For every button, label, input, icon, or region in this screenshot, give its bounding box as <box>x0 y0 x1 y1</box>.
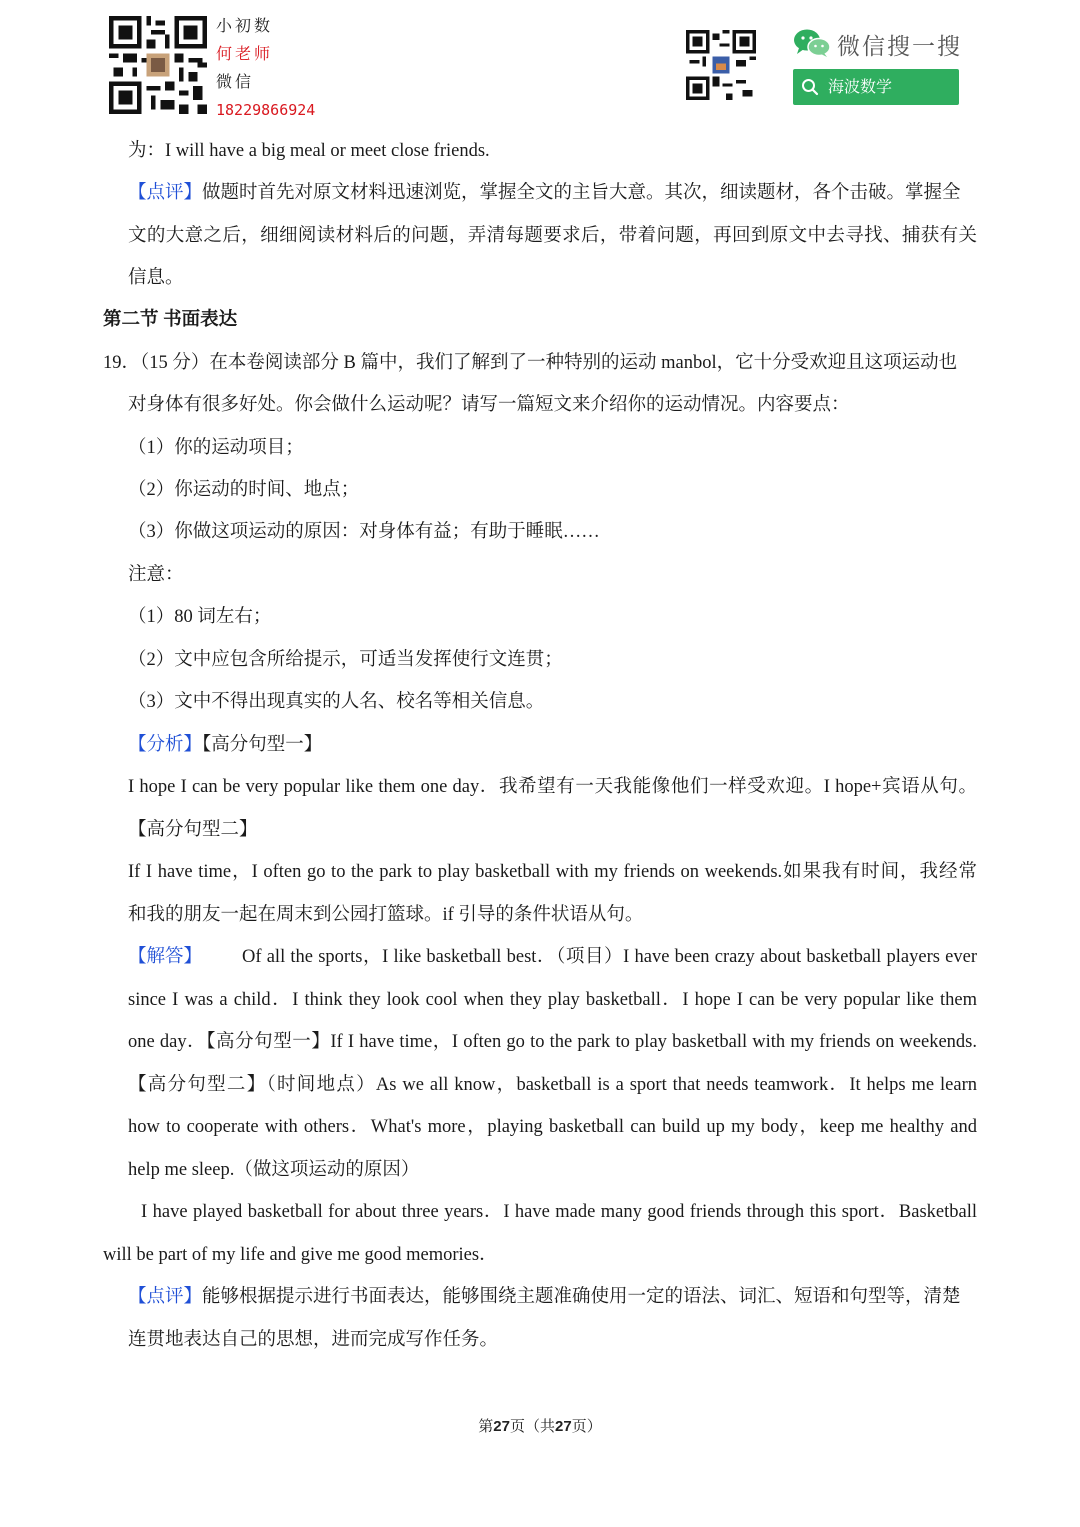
answer-line <box>128 945 977 969</box>
wechat-qr-code <box>686 30 756 100</box>
contact-line-3: 微信 <box>216 72 255 91</box>
text-line: 为：I will have a big meal or meet close friends. <box>128 141 490 161</box>
footer-suffix: 页） <box>571 1419 602 1435</box>
note-item: （3）文中不得出现真实的人名、校名等相关信息。 <box>128 692 545 712</box>
comment-text: 做题时首先对原文材料迅速浏览，掌握全文的主旨大意。其次，细读题材，各个击破。掌握全 <box>202 183 961 203</box>
comment-tag: 【点评】 <box>128 183 203 203</box>
requirement-item: （1）你的运动项目； <box>128 438 304 458</box>
footer-page-number: 27 <box>493 1418 510 1435</box>
text-line: 【高分句型二】（时间地点）As we all know，basketball is a sport that needs teamwork．It helps me learn <box>128 1075 977 1095</box>
contact-line-2: 何老师 <box>216 44 274 63</box>
text-line: I hope I can be very popular like them one day．我希望有一天我能像他们一样受欢迎。I hope+宾语从句。 <box>128 777 977 797</box>
text-line: one day．【高分句型一】If I have time，I often go to the park to play basketball with my friends on weekends. <box>128 1032 977 1052</box>
comment-line <box>128 1285 961 1309</box>
comment-tag: 【点评】 <box>128 1287 203 1307</box>
wechat-icon <box>793 28 831 58</box>
text-line: 连贯地表达自己的思想，进而完成写作任务。 <box>128 1330 499 1350</box>
analysis-tag: 【分析】 <box>128 735 203 755</box>
analysis-text: 【高分句型一】 <box>202 735 323 755</box>
comment-line <box>128 181 961 205</box>
search-icon <box>801 78 819 96</box>
note-item: （1）80 词左右； <box>128 607 272 627</box>
question-line: 19．（15 分）在本卷阅读部分 B 篇中，我们了解到了一种特别的运动 manbol，它十分受欢迎且这项运动也 <box>103 353 958 373</box>
answer-text: Of all the sports，I like basketball best．（项目）I have been crazy about basketball players ever <box>242 947 977 967</box>
page-footer <box>0 1415 1080 1436</box>
text-line: 文的大意之后，细细阅读材料后的问题，弄清每题要求后，带着问题，再回到原文中去寻找、捕获有关 <box>128 226 977 246</box>
text-line: If I have time，I often go to the park to play basketball with my friends on weekends.如果我有时间，我经常 <box>128 862 977 882</box>
wechat-search-button[interactable] <box>793 69 959 105</box>
note-heading: 注意： <box>128 565 184 585</box>
teacher-qr-code <box>109 16 207 114</box>
footer-prefix: 第 <box>478 1419 494 1435</box>
text-line: since I was a child．I think they look cool when they play basketball．I hope I can be very popular like them <box>128 990 977 1010</box>
section-title: 第二节 书面表达 <box>103 310 238 330</box>
comment-text: 能够根据提示进行书面表达，能够围绕主题准确使用一定的语法、词汇、短语和句型等，清楚 <box>202 1287 961 1307</box>
text-line: help me sleep.（做这项运动的原因） <box>128 1160 420 1180</box>
question-line: 对身体有很多好处。你会做什么运动呢？请写一篇短文来介绍你的运动情况。内容要点： <box>128 395 850 415</box>
text-line: I have played basketball for about three years．I have made many good friends through this sport．Basketball <box>141 1202 977 1222</box>
requirement-item: （3）你做这项运动的原因：对身体有益；有助于睡眠…… <box>128 522 600 542</box>
footer-middle: 页（共 <box>509 1419 555 1435</box>
text-line: how to cooperate with others．What's more，playing basketball can build up my body，keep me healthy and <box>128 1117 977 1137</box>
contact-line-1: 小初数 <box>216 16 274 35</box>
answer-tag: 【解答】 <box>128 947 203 967</box>
analysis-line <box>128 733 322 757</box>
text-line: 【高分句型二】 <box>128 820 258 840</box>
contact-phone: 18229866924 <box>216 101 316 119</box>
footer-total-pages: 27 <box>555 1418 572 1435</box>
text-line: will be part of my life and give me good memories． <box>103 1245 498 1265</box>
requirement-item: （2）你运动的时间、地点； <box>128 480 360 500</box>
wechat-search-title: 微信搜一搜 <box>837 34 962 60</box>
text-line: 和我的朋友一起在周末到公园打篮球。if 引导的条件状语从句。 <box>128 905 644 925</box>
teacher-contact <box>216 12 315 124</box>
note-item: （2）文中应包含所给提示，可适当发挥使行文连贯； <box>128 650 563 670</box>
search-button-label: 海波数学 <box>828 77 893 96</box>
text-line: 信息。 <box>128 268 184 288</box>
